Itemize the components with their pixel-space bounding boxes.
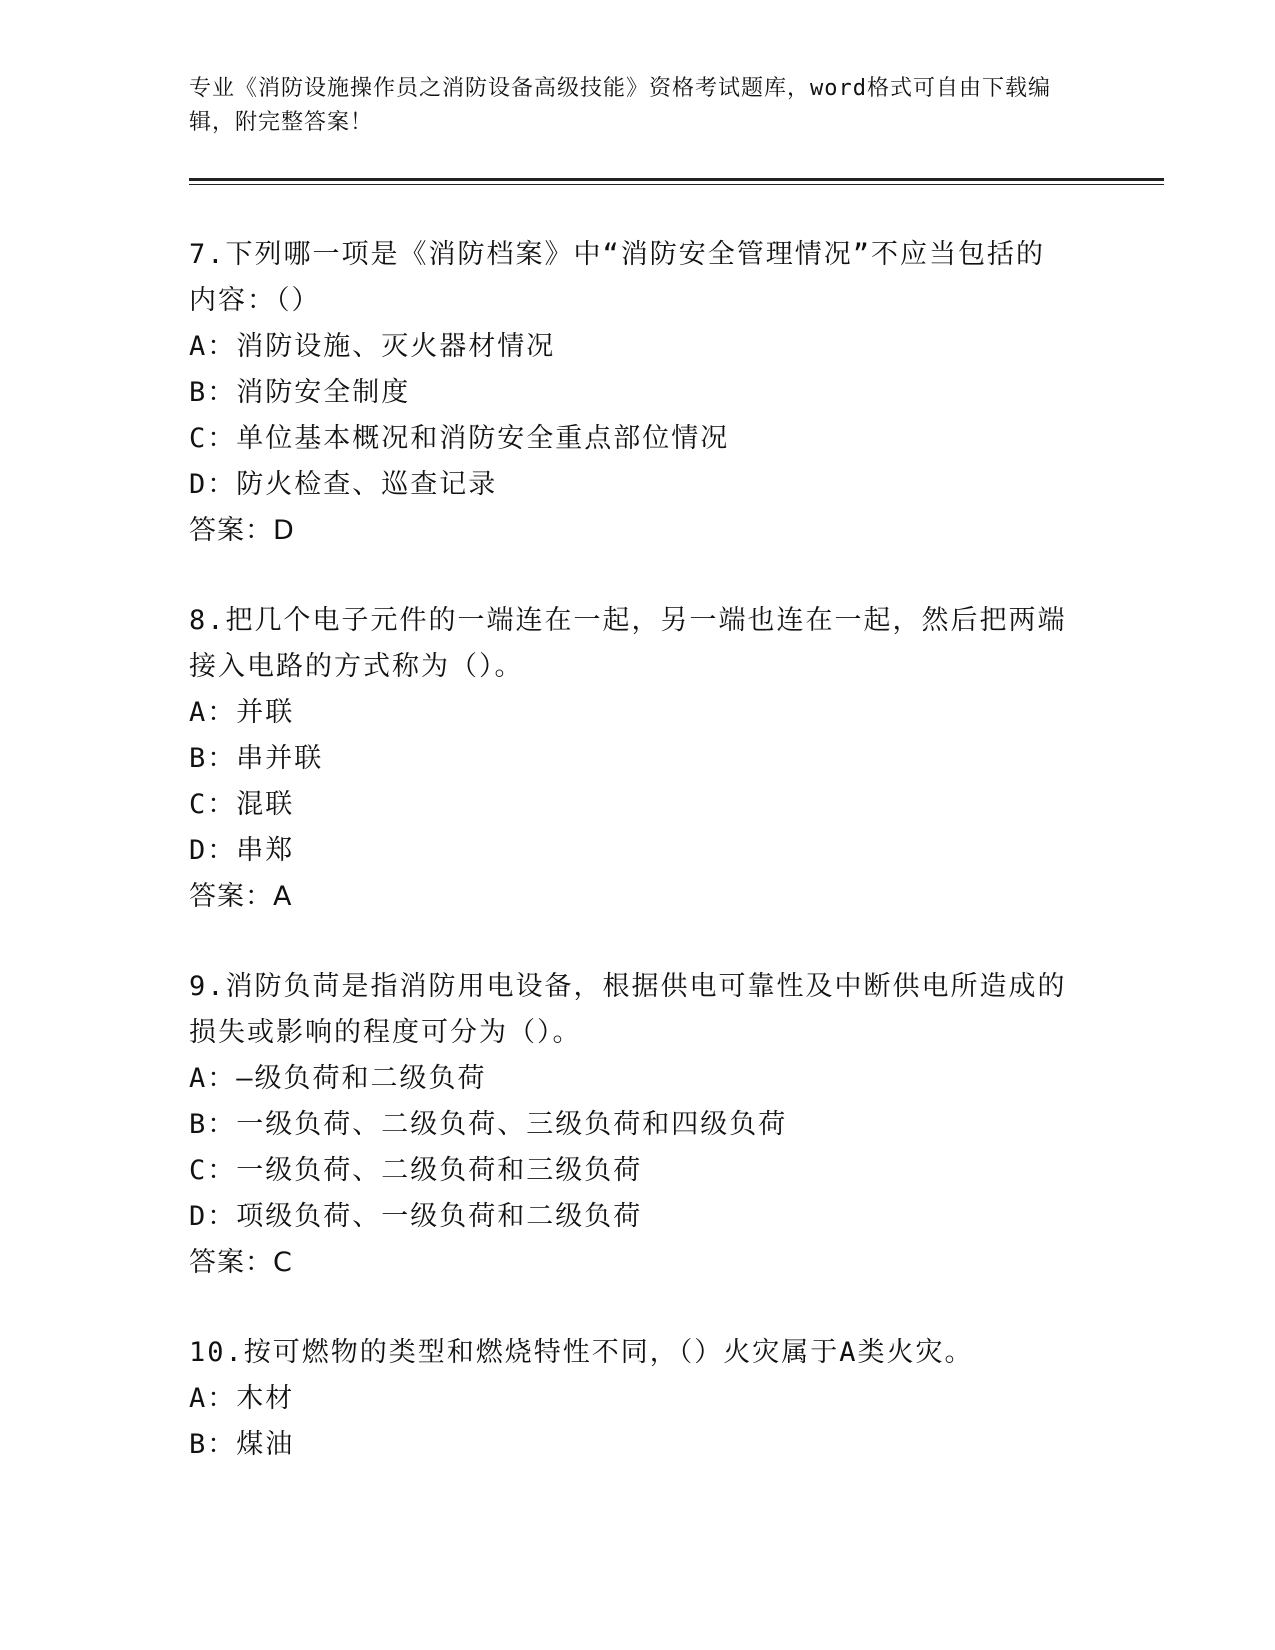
question-stem: 8.把几个电子元件的一端连在一起，另一端也连在一起，然后把两端接入电路的方式称为（）。 (189, 605, 1067, 682)
answer-line: 答案：D (189, 515, 295, 546)
option-b: B：煤油 (189, 1429, 295, 1460)
answer-line: 答案：C (189, 1247, 293, 1278)
option-a: A：并联 (189, 697, 295, 728)
option-a: A：消防设施、灭火器材情况 (189, 331, 556, 362)
option-d: D：防火检查、巡查记录 (189, 469, 498, 500)
question-10 (189, 1330, 1089, 1468)
option-a: A：—级负荷和二级负荷 (189, 1063, 487, 1094)
header-divider-thick (189, 178, 1164, 181)
option-b: B：消防安全制度 (189, 377, 411, 408)
option-b: B：一级负荷、二级负荷、三级负荷和四级负荷 (189, 1109, 788, 1140)
option-c: C：一级负荷、二级负荷和三级负荷 (189, 1155, 643, 1186)
option-b: B：串并联 (189, 743, 324, 774)
question-list (189, 232, 1089, 1512)
document-intro: 专业《消防设施操作员之消防设备高级技能》资格考试题库，word格式可自由下载编辑，附完整答案！ (189, 76, 1051, 135)
option-d: D：项级负荷、一级负荷和二级负荷 (189, 1201, 643, 1232)
question-stem: 10.按可燃物的类型和燃烧特性不同，（）火灾属于A类火灾。 (189, 1337, 974, 1368)
question-stem: 7.下列哪一项是《消防档案》中“消防安全管理情况”不应当包括的内容：（） (189, 239, 1046, 316)
question-8 (189, 598, 1089, 920)
answer-line: 答案：A (189, 881, 293, 912)
option-c: C：混联 (189, 789, 295, 820)
header-divider-thin (189, 184, 1164, 185)
option-c: C：单位基本概况和消防安全重点部位情况 (189, 423, 730, 454)
question-stem: 9.消防负苘是指消防用电设备，根据供电可靠性及中断供电所造成的损失或影响的程度可分为（）。 (189, 971, 1067, 1048)
option-a: A：木材 (189, 1383, 295, 1414)
question-7 (189, 232, 1089, 554)
option-d: D：串郑 (189, 835, 295, 866)
question-9 (189, 964, 1089, 1286)
